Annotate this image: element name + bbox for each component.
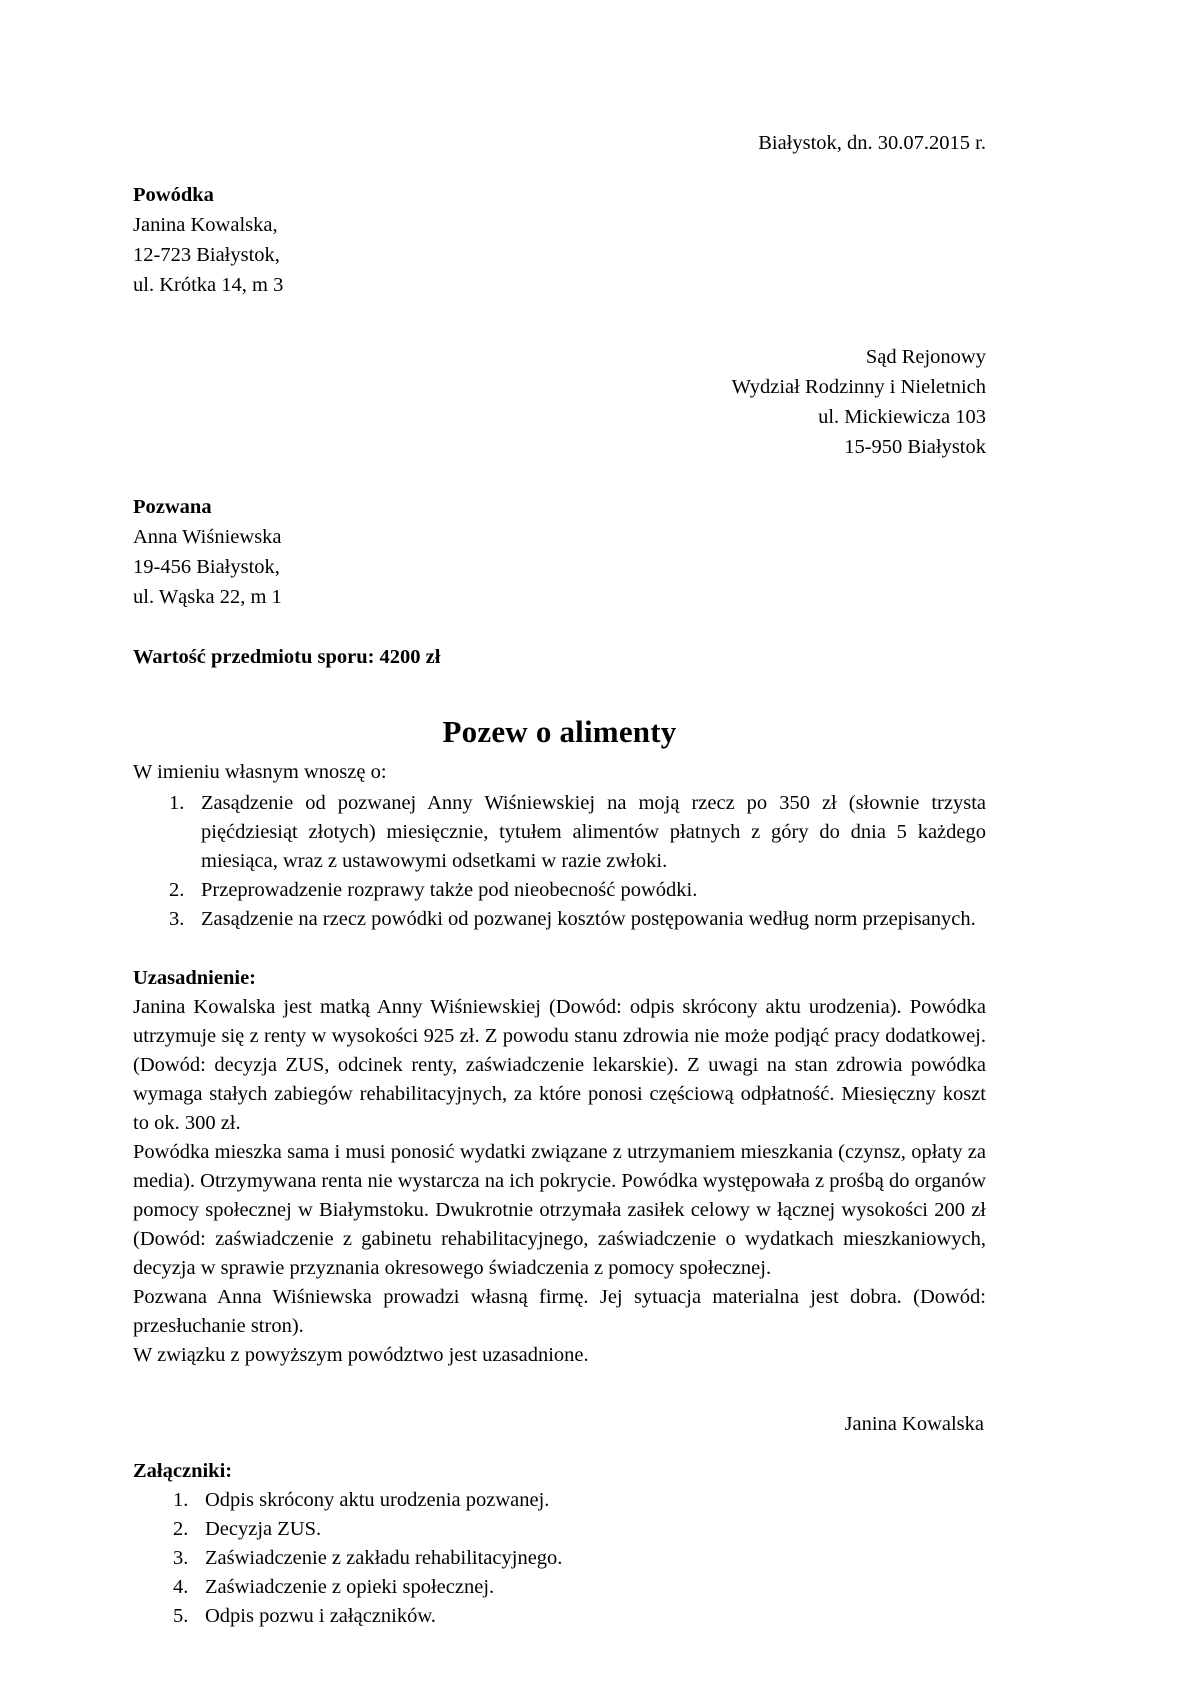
list-item: Przeprowadzenie rozprawy także pod nieobecność powódki. [201, 879, 698, 901]
list-item: Decyzja ZUS. [205, 1518, 322, 1540]
list-item: Zasądzenie na rzecz powódki od pozwanej kosztów postępowania według norm przepisanych. [201, 908, 976, 930]
list-item: Zaświadczenie z zakładu rehabilitacyjnego. [205, 1547, 563, 1569]
list-item: Odpis skrócony aktu urodzenia pozwanej. [205, 1489, 550, 1511]
attachments-heading: Załączniki: [133, 1460, 233, 1482]
justification-paragraph: Powódka mieszka sama i musi ponosić wydatki związane z utrzymaniem mieszkania (czynsz, opłaty za media). Otrzymywana renta nie wystarcza na ich pokrycie. Powódka występowała z prośbą do organów pomocy społecznej w Białymstoku. Dwukrotnie otrzymała zasiłek celowy w łącznej wysokości 200 zł (Dowód: zaświadczenie z gabinetu rehabilitacyjnego, zaświadczenie o wydatkach mieszkaniowych, decyzja w sprawie przyznania okresowego świadczenia z pomocy społecznej. [133, 1141, 986, 1279]
spacer-after-defendant [133, 612, 986, 642]
defendant-name: Anna Wiśniewska [133, 526, 282, 548]
spacer-before-justification [133, 934, 986, 964]
page-title: Pozew o alimenty [442, 714, 677, 749]
justification-paragraph: W związku z powyższym powództwo jest uzasadnione. [133, 1344, 589, 1366]
dispute-value: Wartość przedmiotu sporu: 4200 zł [133, 646, 441, 668]
plaintiff-block [133, 180, 986, 300]
defendant-block [133, 492, 986, 612]
document-content [133, 128, 986, 1631]
court-block [133, 342, 986, 462]
date-line: Białystok, dn. 30.07.2015 r. [758, 132, 986, 154]
defendant-street: ul. Wąska 22, m 1 [133, 586, 282, 608]
plaintiff-street: ul. Krótka 14, m 3 [133, 274, 284, 296]
claims-intro: W imieniu własnym wnoszę o: [133, 761, 387, 783]
defendant-postal-city: 19-456 Białystok, [133, 556, 280, 578]
court-division: Wydział Rodzinny i Nieletnich [731, 376, 986, 398]
attachments-list [133, 1486, 986, 1631]
plaintiff-role-label: Powódka [133, 184, 214, 206]
plaintiff-name: Janina Kowalska, [133, 214, 278, 236]
court-postal-city: 15-950 Białystok [844, 436, 986, 458]
defendant-role-label: Pozwana [133, 496, 212, 518]
spacer-after-plaintiff [133, 300, 986, 342]
list-item: Zaświadczenie z opieki społecznej. [205, 1576, 495, 1598]
signature: Janina Kowalska [844, 1413, 984, 1435]
claims-list [133, 789, 986, 934]
list-item: Odpis pozwu i załączników. [205, 1605, 436, 1627]
plaintiff-postal-city: 12-723 Białystok, [133, 244, 280, 266]
justification-paragraph: Janina Kowalska jest matką Anny Wiśniewskiej (Dowód: odpis skrócony aktu urodzenia). Powódka utrzymuje się z renty w wysokości 925 zł. Z powodu stanu zdrowia nie może podjąć pracy dodatkowej. (Dowód: decyzja ZUS, odcinek renty, zaświadczenie lekarskie). Z uwagi na stan zdrowia powódka wymaga stałych zabiegów rehabilitacyjnych, za które ponosi częściową odpłatność. Miesięczny koszt to ok. 300 zł. [133, 996, 986, 1134]
court-name: Sąd Rejonowy [865, 346, 986, 368]
list-item: Zasądzenie od pozwanej Anny Wiśniewskiej na moją rzecz po 350 zł (słownie trzysta pięćdziesiąt złotych) miesięcznie, tytułem alimentów płatnych z góry do dnia 5 każdego miesiąca, wraz z ustawowymi odsetkami w razie zwłoki. [201, 792, 986, 872]
court-street: ul. Mickiewicza 103 [818, 406, 986, 428]
justification-paragraph: Pozwana Anna Wiśniewska prowadzi własną firmę. Jej sytuacja materialna jest dobra. (Dowód: przesłuchanie stron). [133, 1286, 986, 1337]
spacer-after-court [133, 462, 986, 492]
justification-heading: Uzasadnienie: [133, 967, 256, 989]
